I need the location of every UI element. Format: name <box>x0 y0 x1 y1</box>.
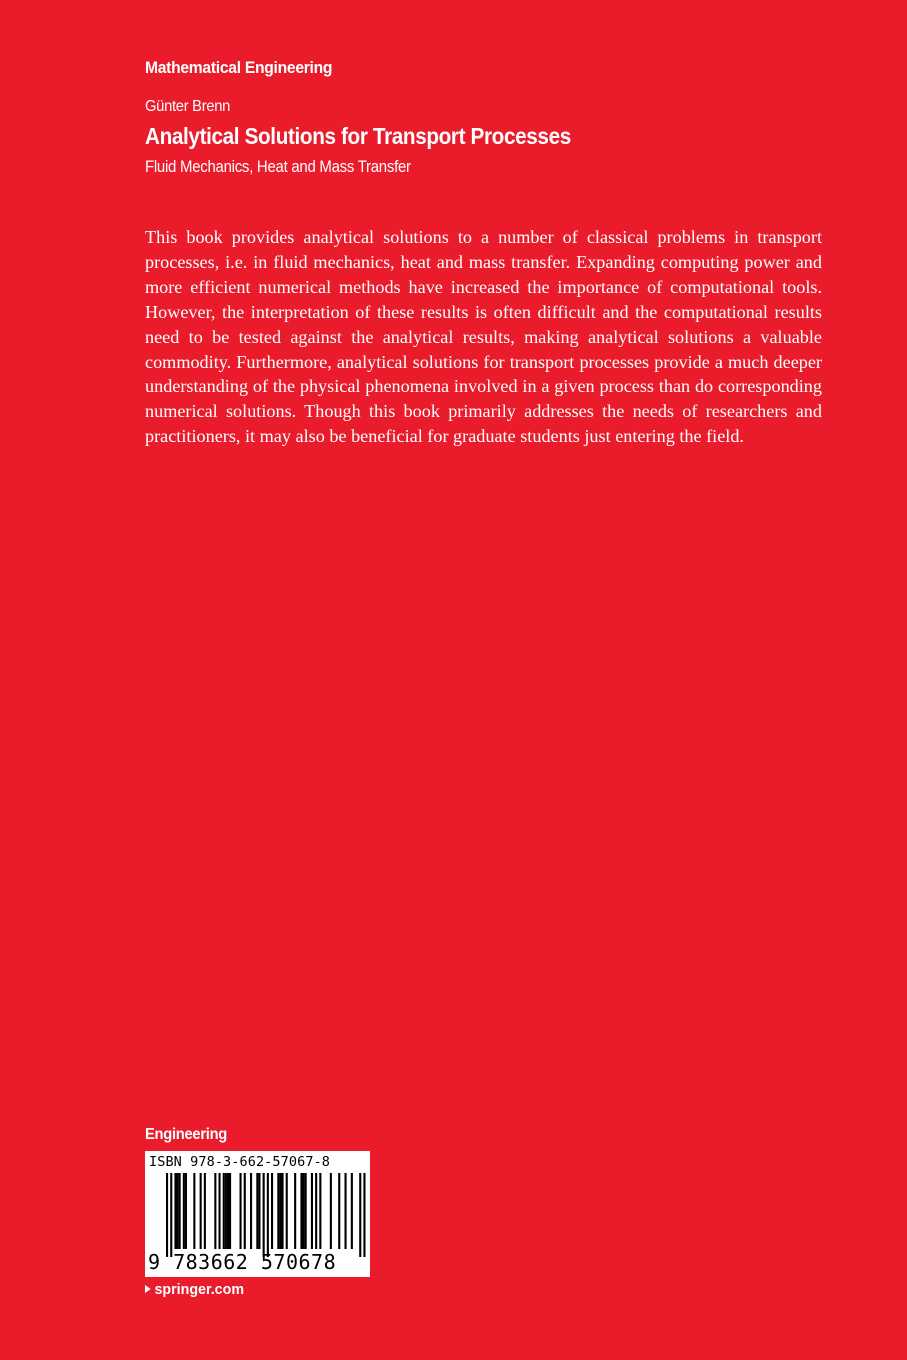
barcode-bar <box>338 1173 340 1249</box>
barcode-bar <box>315 1173 317 1249</box>
barcode-bar <box>263 1173 265 1257</box>
barcode-bar <box>319 1173 321 1249</box>
publisher-link[interactable] <box>145 1281 244 1298</box>
barcode-bar <box>277 1173 279 1249</box>
barcode-bar <box>300 1173 302 1249</box>
barcode-bar <box>227 1173 229 1249</box>
barcode-bar <box>214 1173 216 1249</box>
barcode-bar <box>258 1173 260 1249</box>
isbn-barcode <box>145 1151 370 1277</box>
publisher-url: springer.com <box>154 1281 244 1298</box>
barcode-bar <box>229 1173 231 1249</box>
book-description: This book provides analytical solutions to a number of classical problems in transport processes, i.e. in fluid mechanics, heat and mass transfer. Expanding computing power and more efficient numerical methods have increased the importance of computational tools. However, the interpretation of these results is often difficult and the computational results need to be tested against the analytical results, making analytical solutions a valuable commodity. Furthermore, analytical solutions for transport processes provide a much deeper understanding of the physical phenomena involved in a given process than do corresponding numerical solutions. Though this book primarily addresses the needs of researchers and practitioners, it may also be beneficial for graduate students just entering the field. <box>145 227 822 447</box>
barcode-bar <box>240 1173 242 1249</box>
barcode-bar <box>345 1173 347 1249</box>
series-title: Mathematical Engineering <box>145 58 333 77</box>
barcode-bar <box>311 1173 313 1249</box>
isbn-label: ISBN 978-3-662-57067-8 <box>149 1154 331 1170</box>
barcode-bar <box>303 1173 305 1249</box>
barcode-digits: 9 783662 570678 <box>148 1250 337 1274</box>
barcode-bar <box>204 1173 206 1249</box>
barcode-bar <box>286 1173 288 1249</box>
barcode-bar <box>193 1173 195 1249</box>
barcode-bar <box>183 1173 185 1249</box>
book-title: Analytical Solutions for Transport Processes <box>145 123 571 149</box>
barcode-bar <box>363 1173 365 1257</box>
author-name: Günter Brenn <box>145 98 231 115</box>
barcode-bar <box>282 1173 284 1249</box>
barcode-bar <box>351 1173 353 1249</box>
barcode-bar <box>225 1173 227 1249</box>
barcode-bar <box>200 1173 202 1249</box>
barcode-bar <box>305 1173 307 1249</box>
barcode-bar <box>179 1173 181 1249</box>
arrow-right-icon <box>145 1285 151 1293</box>
barcode-bar <box>244 1173 246 1249</box>
barcode-bar <box>271 1173 273 1249</box>
subject-category: Engineering <box>145 1126 228 1143</box>
book-subtitle: Fluid Mechanics, Heat and Mass Transfer <box>145 157 411 176</box>
barcode-bar <box>219 1173 221 1249</box>
barcode-bar <box>330 1173 332 1249</box>
barcode-bar <box>223 1173 225 1249</box>
barcode-bar <box>185 1173 187 1249</box>
barcode-bar <box>250 1173 252 1249</box>
barcode-bar <box>279 1173 281 1249</box>
barcode-bar <box>256 1173 258 1249</box>
barcode-bar <box>170 1173 172 1257</box>
barcode-bar <box>166 1173 168 1257</box>
barcode-bar <box>294 1173 296 1249</box>
barcode-bar <box>267 1173 269 1257</box>
barcode-bar <box>174 1173 176 1249</box>
barcode-bar <box>359 1173 361 1257</box>
barcode-bar <box>177 1173 179 1249</box>
